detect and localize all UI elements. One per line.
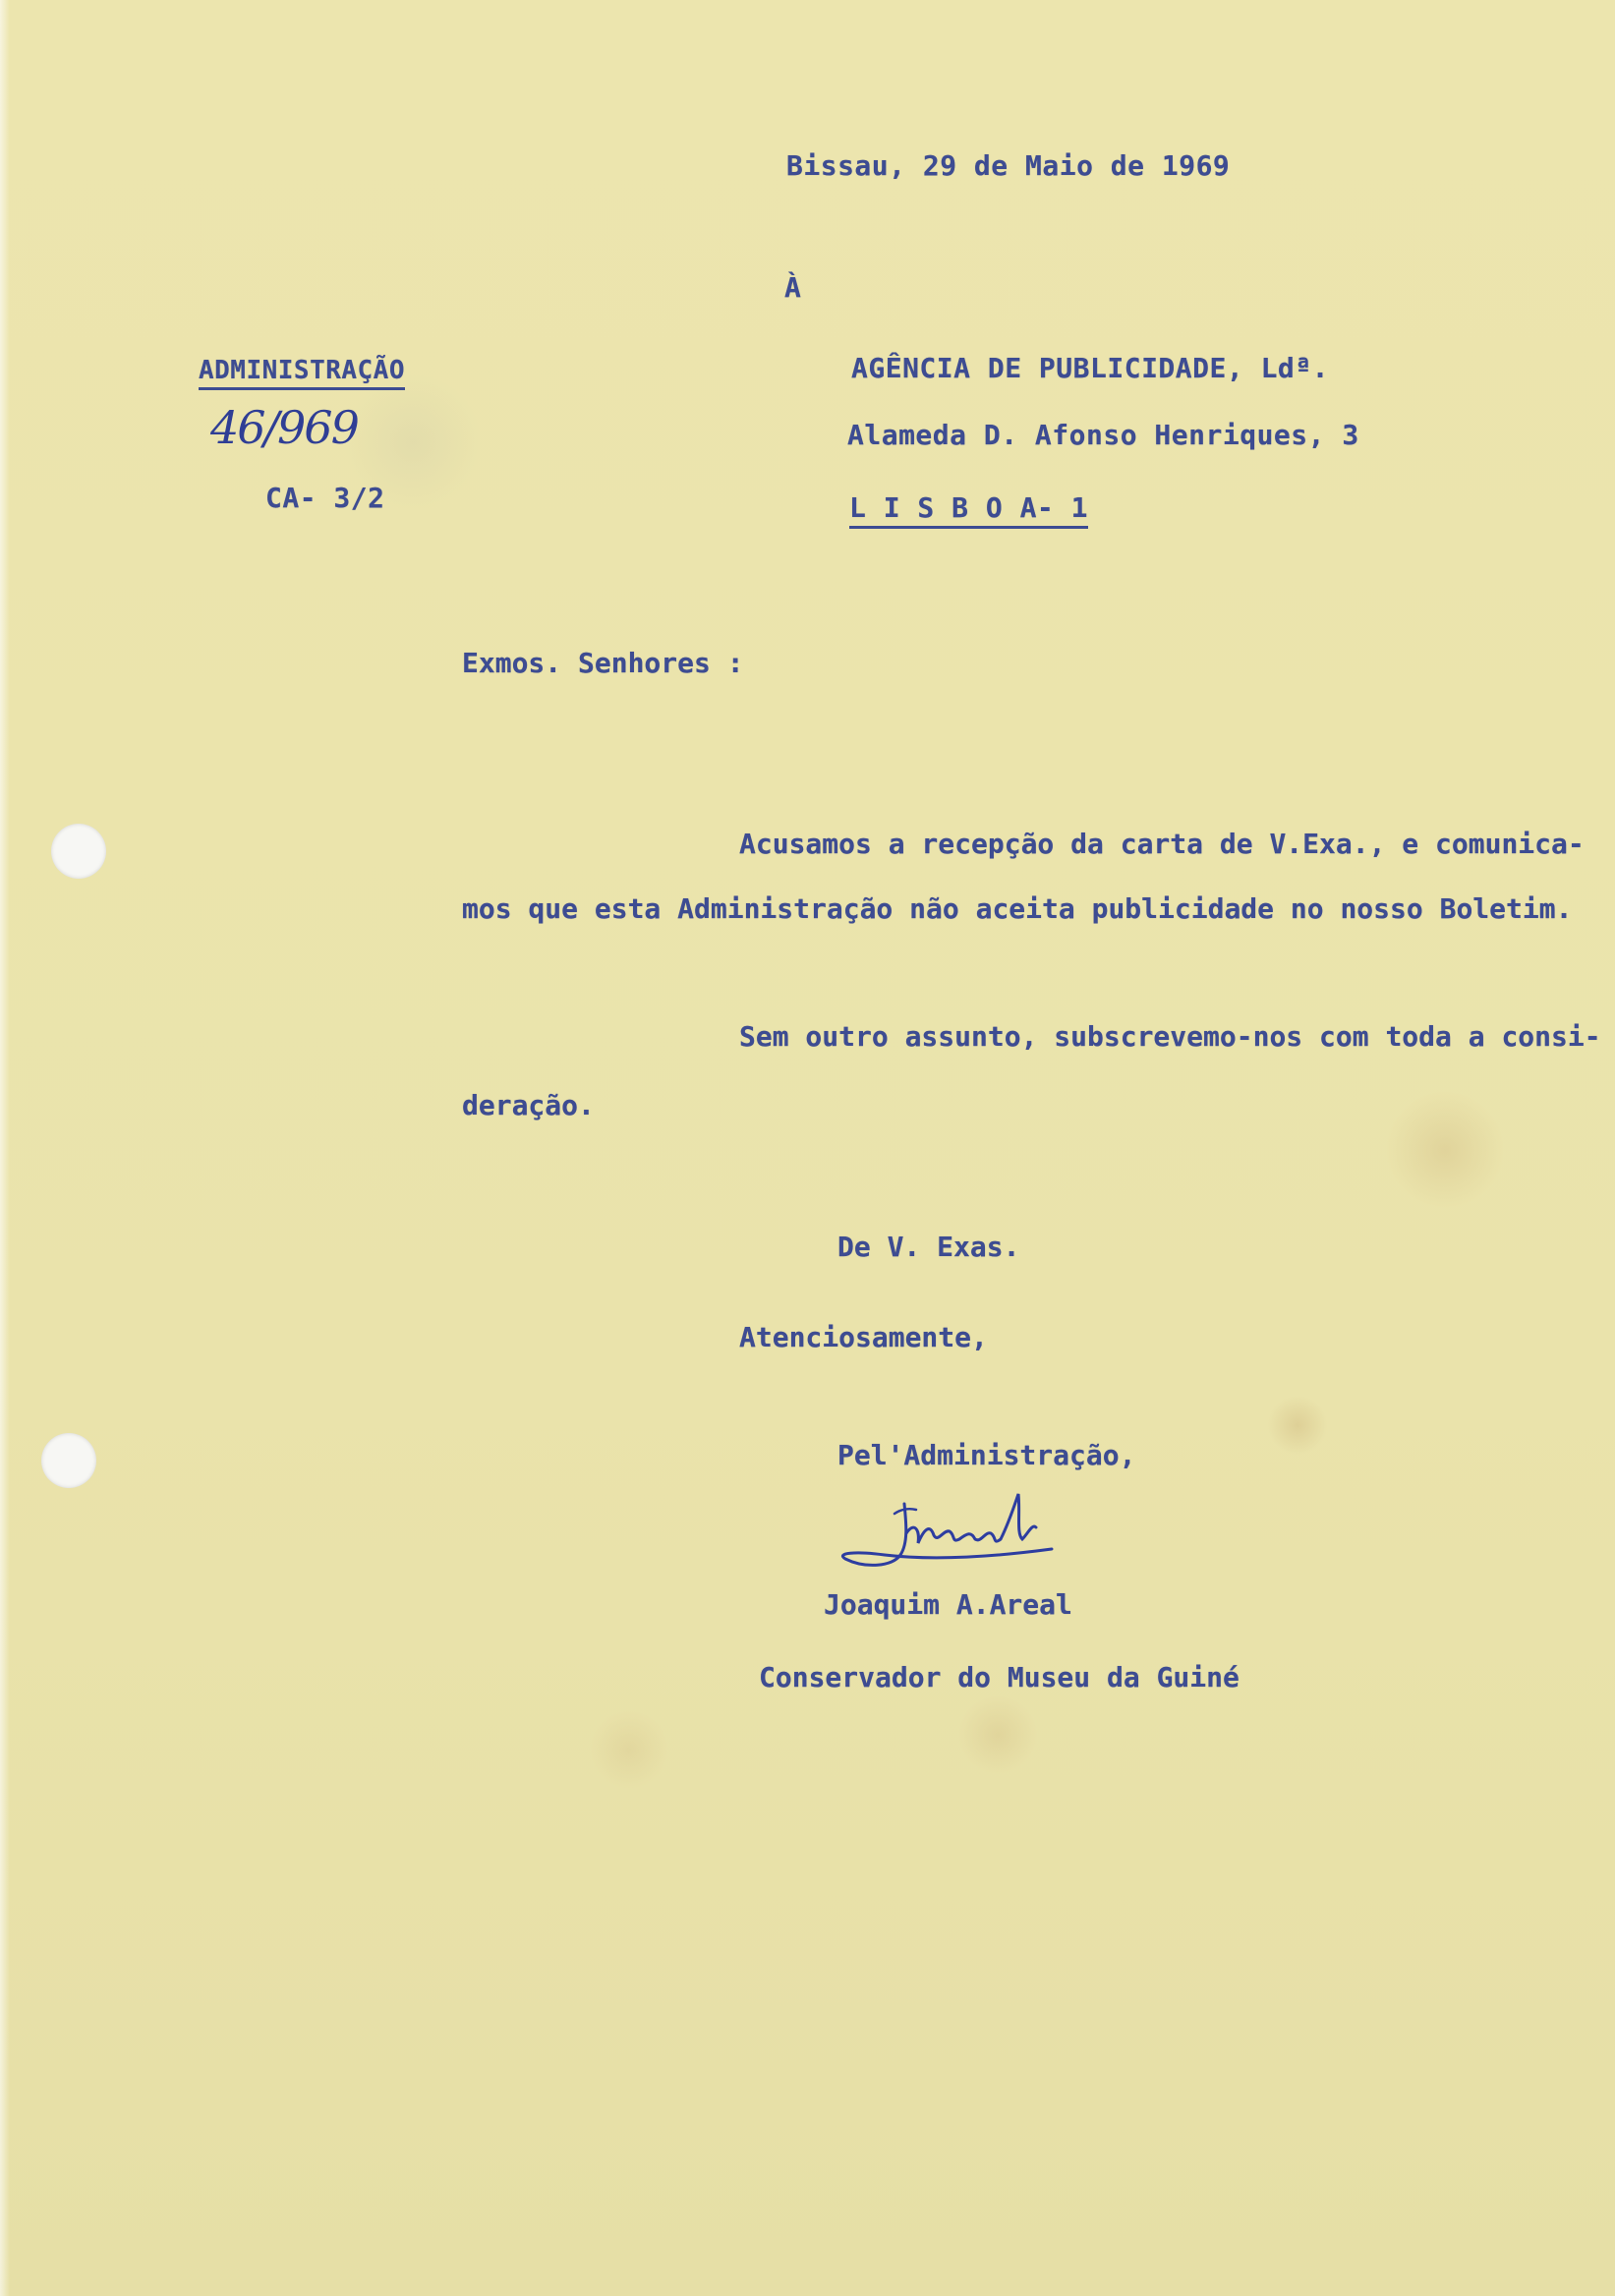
page-edge xyxy=(0,0,10,2296)
recipient-street: Alameda D. Afonso Henriques, 3 xyxy=(847,419,1359,451)
punch-hole-bottom xyxy=(41,1433,96,1488)
date-line: Bissau, 29 de Maio de 1969 xyxy=(786,149,1231,182)
signer-title: Conservador do Museu da Guiné xyxy=(759,1661,1240,1693)
salutation: Exmos. Senhores : xyxy=(462,647,744,679)
handwritten-signature xyxy=(836,1474,1111,1592)
reference-code: CA- 3/2 xyxy=(265,482,385,514)
closing-de-v-exas: De V. Exas. xyxy=(837,1231,1020,1263)
handwritten-reference-number: 46/969 xyxy=(210,401,358,454)
punch-hole-top xyxy=(51,824,106,879)
paragraph2-line1: Sem outro assunto, subscrevemo-nos com toda a consi- xyxy=(739,1020,1601,1053)
paragraph2-line2: deração. xyxy=(462,1089,595,1121)
department-reference: ADMINISTRAÇÃO xyxy=(199,356,405,390)
paragraph1-line1: Acusamos a recepção da carta de V.Exa., e comunica- xyxy=(739,828,1585,860)
signer-name: Joaquim A.Areal xyxy=(824,1588,1072,1621)
recipient-city: L I S B O A- 1 xyxy=(849,491,1088,529)
paragraph1-line2: mos que esta Administração não aceita publicidade no nosso Boletim. xyxy=(462,892,1573,925)
addressee-prefix: À xyxy=(784,271,802,304)
signoff: Pel'Administração, xyxy=(837,1439,1136,1471)
recipient-name: AGÊNCIA DE PUBLICIDADE, Ldª. xyxy=(851,352,1330,384)
closing-atenciosamente: Atenciosamente, xyxy=(739,1321,988,1353)
